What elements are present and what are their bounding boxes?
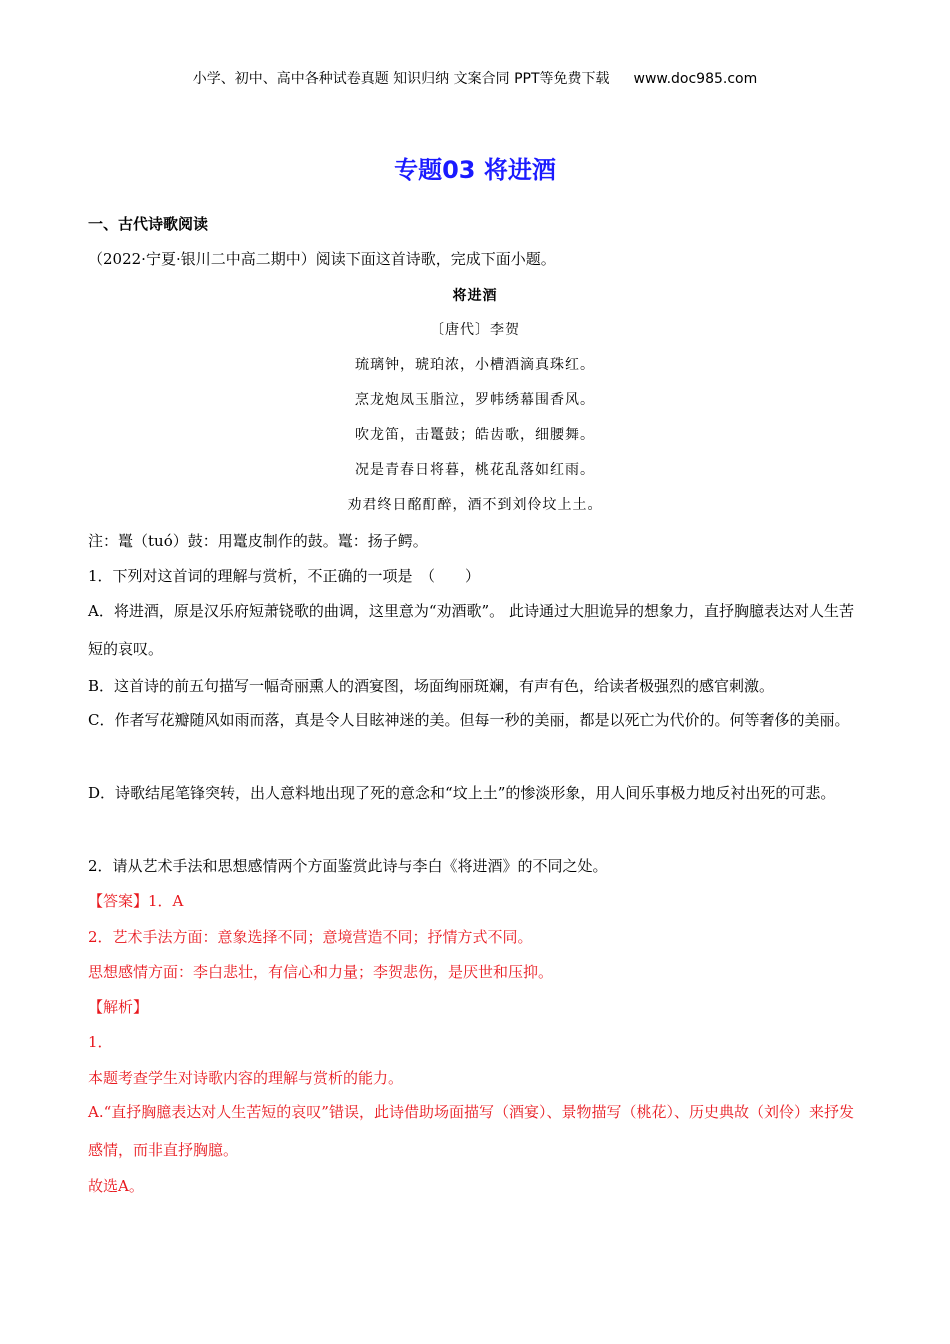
poem-note: 注：鼍（tuó）鼓：用鼍皮制作的鼓。鼍：扬子鳄。: [88, 532, 428, 550]
poem-line: 劝君终日酩酊醉，酒不到刘伶坟上土。: [347, 497, 603, 513]
document-title: 专题03 将进酒: [394, 156, 556, 184]
analysis-paragraph-1: 本题考查学生对诗歌内容的理解与赏析的能力。: [88, 1069, 404, 1087]
answer-1: 1．A: [148, 892, 184, 910]
section-heading: 一、古代诗歌阅读: [88, 215, 209, 233]
page-header: [0, 68, 950, 88]
analysis-paragraph-3: 故选A。: [88, 1177, 144, 1195]
answer-label: 【答案】: [88, 892, 149, 910]
poem-line: 吹龙笛，击鼍鼓；皓齿歌，细腰舞。: [355, 427, 595, 443]
option-a: A．将进酒，原是汉乐府短萧铙歌的曲调，这里意为“劝酒歌”。 此诗通过大胆诡异的想象力，直抒胸臆表达对人生苦短的哀叹。: [88, 602, 854, 658]
answer-line-1: [88, 890, 863, 911]
poem-author: 〔唐代〕李贺: [430, 322, 520, 338]
poem-line: 烹龙炮凤玉脂泣，罗帏绣幕围香风。: [355, 392, 595, 408]
poem-title: 将进酒: [452, 288, 498, 304]
analysis-number: 1．: [88, 1033, 113, 1051]
question-2-stem: 2．请从艺术手法和思想感情两个方面鉴赏此诗与李白《将进酒》的不同之处。: [88, 857, 608, 875]
answer-3: 思想感情方面：李白悲壮，有信心和力量；李贺悲伤，是厌世和压抑。: [88, 963, 554, 981]
poem-line: 况是青春日将暮，桃花乱落如红雨。: [355, 462, 595, 478]
question-1-stem: 1．下列对这首词的理解与赏析，不正确的一项是 （ ）: [88, 567, 481, 585]
header-site-link[interactable]: www.doc985.com: [633, 71, 758, 87]
option-d: D．诗歌结尾笔锋突转，出人意料地出现了死的意念和“坟上土”的惨淡形象，用人间乐事极力地反衬出死的可悲。: [88, 784, 836, 802]
analysis-paragraph-2: A.“直抒胸臆表达对人生苦短的哀叹”错误，此诗借助场面描写（酒宴）、景物描写（桃花）、历史典故（刘伶）来抒发感情，而非直抒胸臆。: [88, 1103, 854, 1159]
header-text: 小学、初中、高中各种试卷真题 知识归纳 文案合同 PPT等免费下载: [192, 71, 610, 87]
option-b: B．这首诗的前五句描写一幅奇丽熏人的酒宴图，场面绚丽斑斓，有声有色，给读者极强烈的感官刺激。: [88, 677, 775, 695]
poem-line: 琉璃钟，琥珀浓，小槽酒滴真珠红。: [355, 357, 595, 373]
answer-2: 2．艺术手法方面：意象选择不同；意境营造不同；抒情方式不同。: [88, 928, 533, 946]
analysis-label: 【解析】: [88, 998, 149, 1016]
option-c: C．作者写花瓣随风如雨而落，真是令人目眩神迷的美。但每一秒的美丽，都是以死亡为代价的。何等奢侈的美丽。: [88, 711, 850, 729]
question-intro: （2022·宁夏·银川二中高二期中）阅读下面这首诗歌，完成下面小题。: [88, 250, 556, 268]
